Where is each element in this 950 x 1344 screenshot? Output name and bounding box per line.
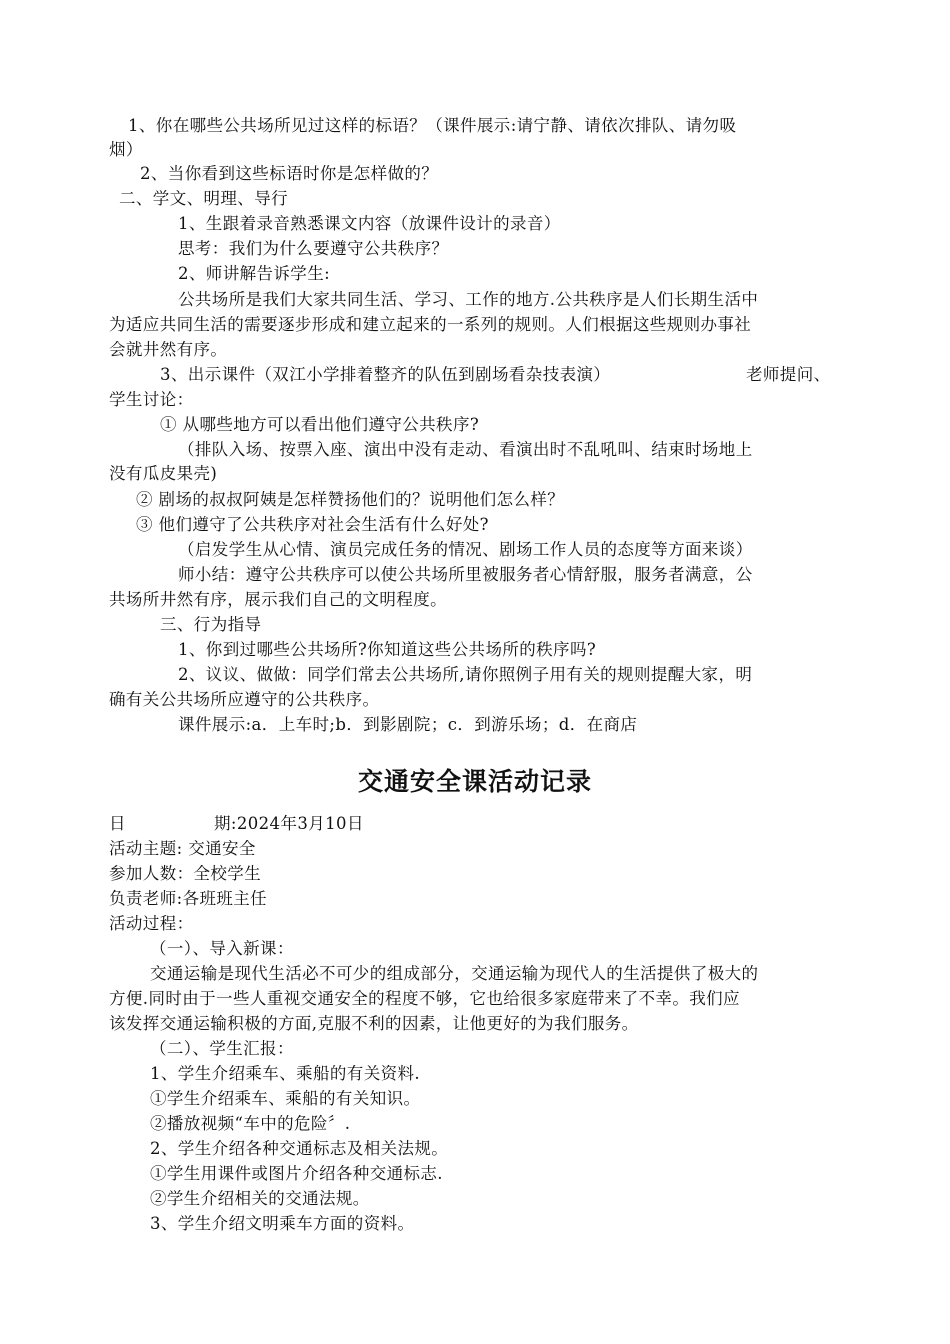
- text-line: 学生讨论：: [109, 390, 194, 409]
- section-heading: （二）、学生汇报：: [150, 1039, 294, 1058]
- text-line: 1、你在哪些公共场所见过这样的标语？（课件展示:请宁静、请依次排队、请勿吸: [128, 116, 737, 135]
- text-line: 师小结：遵守公共秩序可以使公共场所里被服务者心情舒服，服务者满意，公: [178, 565, 753, 584]
- date-label: 日: [109, 814, 126, 833]
- participants-field: 参加人数：全校学生: [109, 864, 262, 883]
- text-line: 思考：我们为什么要遵守公共秩序？: [178, 239, 449, 258]
- text-line: （启发学生从心情、演员完成任务的情况、剧场工作人员的态度等方面来谈）: [178, 540, 753, 559]
- text-line: 交通运输是现代生活必不可少的组成部分，交通运输为现代人的生活提供了极大的: [150, 964, 759, 983]
- text-line: 公共场所是我们大家共同生活、学习、工作的地方.公共秩序是人们长期生活中: [178, 290, 759, 309]
- text-line: 为适应共同生活的需要逐步形成和建立起来的一系列的规则。人们根据这些规则办事社: [109, 315, 752, 334]
- text-line: 1、你到过哪些公共场所?你知道这些公共场所的秩序吗?: [178, 640, 597, 659]
- text-line: 3、出示课件（双江小学排着整齐的队伍到剧场看杂技表演）: [160, 365, 611, 384]
- section-heading: 三、行为指导: [160, 615, 262, 634]
- process-label: 活动过程：: [109, 914, 194, 933]
- text-line: 共场所井然有序，展示我们自己的文明程度。: [109, 590, 447, 609]
- text-line: 会就井然有序。: [109, 340, 228, 359]
- page-title: 交通安全课活动记录: [357, 767, 592, 796]
- section-heading: （一）、导入新课：: [150, 939, 294, 958]
- text-line: 该发挥交通运输积极的方面,克服不利的因素，让他更好的为我们服务。: [109, 1014, 639, 1033]
- text-line: 没有瓜皮果壳): [109, 464, 218, 483]
- teacher-field: 负责老师:各班班主任: [109, 889, 268, 908]
- text-line: 2、学生介绍各种交通标志及相关法规。: [150, 1139, 449, 1158]
- text-line: 2、议议、做做：同学们常去公共场所,请你照例子用有关的规则提醒大家，明: [178, 665, 753, 684]
- text-line: ①学生介绍乘车、乘船的有关知识。: [150, 1089, 421, 1108]
- text-line: 烟）: [109, 140, 143, 159]
- text-line: ③ 他们遵守了公共秩序对社会生活有什么好处?: [136, 515, 489, 534]
- theme-field: 活动主题: 交通安全: [109, 839, 256, 858]
- text-line: 确有关公共场所应遵守的公共秩序。: [109, 690, 380, 709]
- text-line: 2、当你看到这些标语时你是怎样做的？: [140, 164, 439, 183]
- text-line: 方便.同时由于一些人重视交通安全的程度不够，它也给很多家庭带来了不幸。我们应: [109, 989, 740, 1008]
- text-line: 2、师讲解告诉学生:: [178, 264, 331, 283]
- text-line: ②学生介绍相关的交通法规。: [150, 1189, 370, 1208]
- text-line: ① 从哪些地方可以看出他们遵守公共秩序?: [160, 415, 480, 434]
- text-line: 1、学生介绍乘车、乘船的有关资料.: [150, 1064, 421, 1083]
- text-line: ② 剧场的叔叔阿姨是怎样赞扬他们的？说明他们怎么样？: [136, 490, 565, 509]
- text-line: ②播放视频“车中的危险〞.: [150, 1114, 351, 1133]
- section-heading: 二、学文、明理、导行: [119, 189, 288, 208]
- text-line: （排队入场、按票入座、演出中没有走动、看演出时不乱吼叫、结束时场地上: [178, 440, 753, 459]
- text-line: 1、生跟着录音熟悉课文内容（放课件设计的录音）: [178, 214, 561, 233]
- text-line: 老师提问、: [746, 365, 831, 384]
- text-line: 3、学生介绍文明乘车方面的资料。: [150, 1214, 415, 1233]
- text-line: ①学生用课件或图片介绍各种交通标志.: [150, 1164, 443, 1183]
- text-line: 课件展示:a．上车时;b．到影剧院；c．到游乐场；d．在商店: [178, 715, 638, 734]
- date-value: 期:2024年3月10日: [214, 814, 364, 833]
